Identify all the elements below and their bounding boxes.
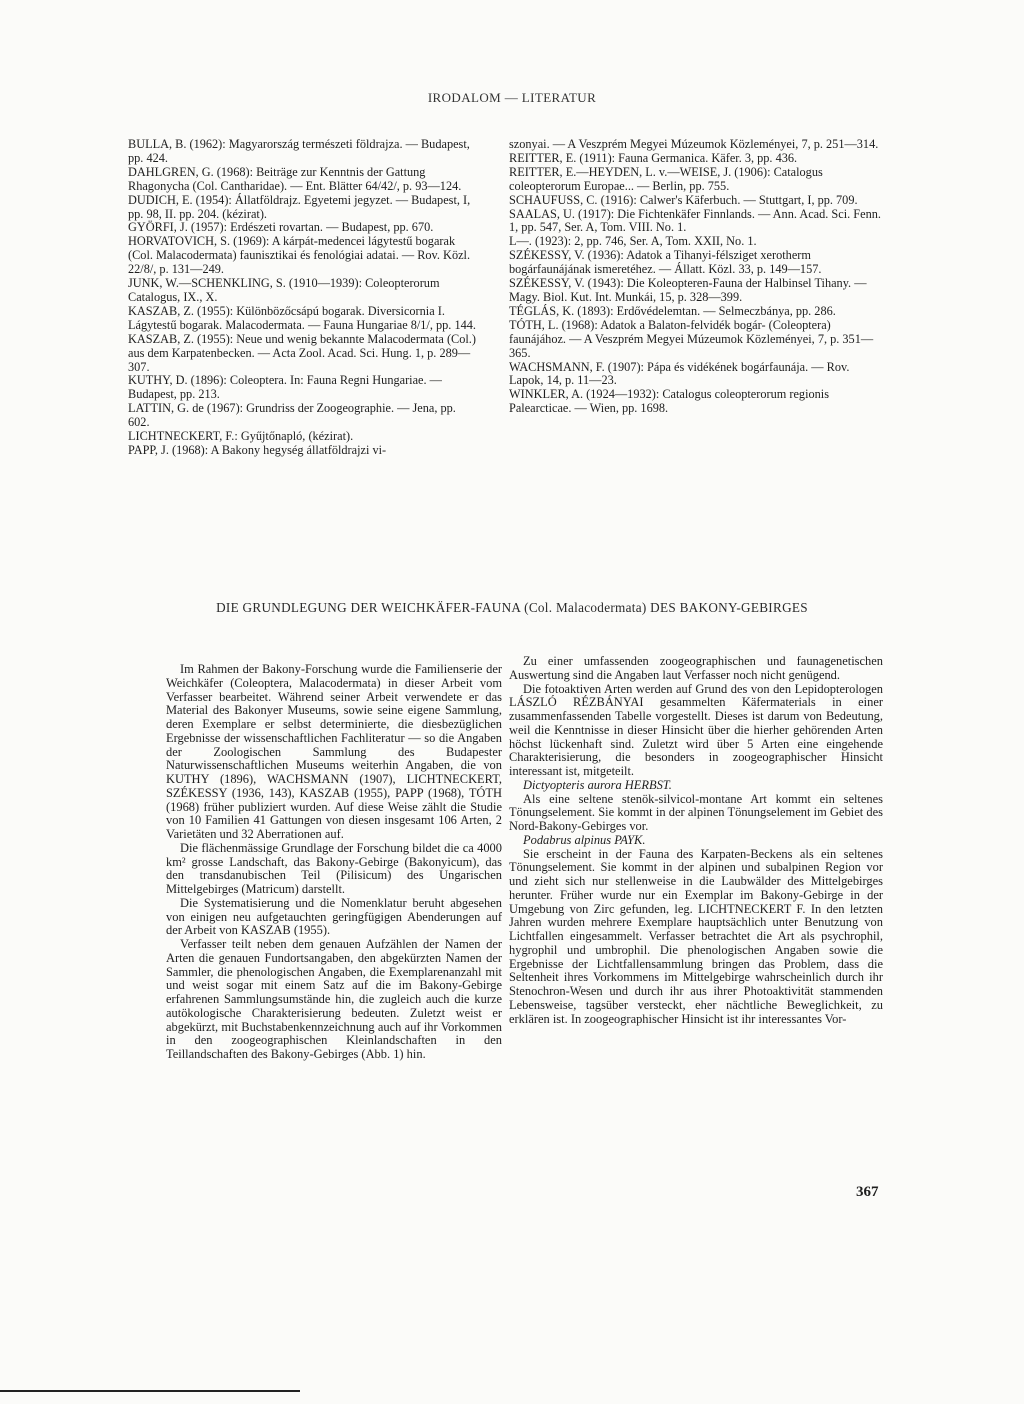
body-paragraph: Als eine seltene stenök-silvicol-montane Art kommt ein seltenes Tönungselement. Sie kommt in der alpinen Tönungselement im Gebiet des Nord-Bakony-Gebirges vor. bbox=[509, 791, 883, 833]
reference-entry: SZÉKESSY, V. (1943): Die Koleopteren-Fauna der Halbinsel Tihany. — Magy. Biol. Kut. Int. Munkái, 15, p. 328—399. bbox=[509, 276, 867, 304]
reference-entry: BULLA, B. (1962): Magyarország természeti földrajza. — Budapest, pp. 424. bbox=[128, 137, 470, 165]
reference-entry: TÉGLÁS, K. (1893): Erdővédelemtan. — Selmeczbánya, pp. 286. bbox=[509, 303, 836, 318]
reference-entry: DAHLGREN, G. (1968): Beiträge zur Kenntnis der Gattung Rhagonycha (Col. Cantharidae). — Ent. Blätter 64/42/, p. 93—124. bbox=[128, 164, 462, 193]
reference-entry: KUTHY, D. (1896): Coleoptera. In: Fauna Regni Hungariae. — Budapest, pp. 213. bbox=[128, 373, 442, 402]
page-number: 367 bbox=[856, 1184, 879, 1200]
reference-entry: SZÉKESSY, V. (1936): Adatok a Tihanyi-félsziget xerotherm bogárfaunájának ismeretéhez. — Állatt. Közl. 33, p. 149—157. bbox=[509, 248, 822, 277]
reference-entry: DUDICH, E. (1954): Állatföldrajz. Egyetemi jegyzet. — Budapest, I, pp. 98, II. pp. 204. (kézirat). bbox=[128, 192, 471, 221]
reference-entry: szonyai. — A Veszprém Megyei Múzeumok Közleményei, 7, p. 251—314. bbox=[509, 137, 879, 151]
references-left-column bbox=[128, 138, 478, 458]
body-paragraph: Zu einer umfassenden zoogeographischen und faunagenetischen Auswertung sind die Angaben laut Verfasser noch nicht genügend. bbox=[509, 654, 883, 682]
reference-entry: PAPP, J. (1968): A Bakony hegység állatföldrajzi vi- bbox=[128, 442, 387, 457]
body-right-column bbox=[509, 655, 883, 1026]
reference-entry: LATTIN, G. de (1967): Grundriss der Zoogeographie. — Jena, pp. 602. bbox=[128, 401, 456, 430]
body-paragraph: Im Rahmen der Bakony-Forschung wurde die Familienserie der Weichkäfer (Coleoptera, Malacodermata) in dieser Arbeit vom Verfasser bearbeitet. Während seiner Arbeit verwendete er das Material des Bakonyer Museums, sowie seine eigene Sammlung, deren Exemplare er selbst determinierte, die diesbezüglichen Ergebnisse der wissenschaftlichen Fachliteratur — so die Angaben der Zoologischen Sammlung des Budapester Naturwissenschaftlichen Museums weiterhin Angaben, die von KUTHY (1896), WACHSMANN (1907), LICHTNECKERT, SZÉKESSY (1936, 143), KASZAB (1955), PAPP (1968), TÓTH (1968) früher publiziert wurden. Auf diese Weise zählt die Studie von 10 Familien 41 Gattungen von diesen insgesamt 106 Arten, 2 Varietäten und 32 Aberrationen auf. bbox=[166, 662, 502, 841]
bottom-scan-line bbox=[0, 1390, 300, 1392]
reference-entry: KASZAB, Z. (1955): Neue und wenig bekannte Malacodermata (Col.) aus dem Karpatenbecken. — Acta Zool. Acad. Sci. Hung. 1, p. 289—307. bbox=[128, 331, 476, 374]
reference-entry: GYÖRFI, J. (1957): Erdészeti rovartan. — Budapest, pp. 670. bbox=[128, 220, 434, 235]
body-paragraph: Die fotoaktiven Arten werden auf Grund des von den Lepidopterologen LÁSZLÓ RÉZBÁNYAI gesammelten Käfermaterials in einer zusammenfassenden Tabelle vorgestellt. Dieses ist darum von Bedeutung, weil die Kenntnisse in dieser Hinsicht über die hierher gehörenden Arten höchst lückenhaft sind. Zuletzt wird über 5 Arten eine eingehende Charakterisierung, die besonders in zoogeographischer Hinsicht interessant ist, mitgeteilt. bbox=[509, 681, 883, 778]
reference-entry: HORVATOVICH, S. (1969): A kárpát-medencei lágytestű bogarak (Col. Malacodermata) faunisztikai és fenológiai adatai. — Rov. Közl. 22/8/, p. 131—249. bbox=[128, 234, 471, 277]
reference-entry: JUNK, W.—SCHENKLING, S. (1910—1939): Coleopterorum Catalogus, IX., X. bbox=[128, 276, 440, 304]
references-right-column bbox=[509, 138, 883, 416]
section-title: DIE GRUNDLEGUNG DER WEICHKÄFER-FAUNA (Col. Malacodermata) DES BAKONY-GEBIRGES bbox=[216, 600, 808, 615]
reference-entry: REITTER, E.—HEYDEN, L. v.—WEISE, J. (1906): Catalogus coleopterorum Europae... — Berlin, pp. 755. bbox=[509, 164, 823, 193]
reference-entry: TÓTH, L. (1968): Adatok a Balaton-felvidék bogár- (Coleoptera) faunájához. — A Veszprém Megyei Múzeumok Közleményei, 7, p. 351—365. bbox=[509, 317, 874, 360]
reference-entry: SAALAS, U. (1917): Die Fichtenkäfer Finnlands. — Ann. Acad. Sci. Fenn. 1, pp. 547, Ser. A, Tom. VIII. No. 1. bbox=[509, 206, 881, 235]
reference-entry: REITTER, E. (1911): Fauna Germanica. Käfer. 3, pp. 436. bbox=[509, 150, 798, 165]
reference-entry: LICHTNECKERT, F.: Gyűjtőnapló, (kézirat). bbox=[128, 429, 354, 444]
species-heading: Dictyopteris aurora HERBST. bbox=[523, 777, 672, 792]
reference-entry: WACHSMANN, F. (1907): Pápa és vidékének bogárfaunája. — Rov. Lapok, 14, p. 11—23. bbox=[509, 359, 850, 388]
running-head: IRODALOM — LITERATUR bbox=[427, 90, 597, 105]
body-left-column bbox=[166, 663, 502, 1062]
species-heading: Podabrus alpinus PAYK. bbox=[523, 832, 646, 847]
body-paragraph: Die flächenmässige Grundlage der Forschung bildet die ca 4000 km² grosse Landschaft, das Bakony-Gebirge (Bakonyicum), das den transdanubischen Teil (Pilisicum) des Ungarischen Mittelgebirges (Matricum) darstellt. bbox=[166, 840, 502, 896]
body-paragraph: Die Systematisierung und die Nomenklatur beruht abgesehen von einigen neu aufgetauchten geringfügigen Abenderungen auf der Arbeit von KASZAB (1955). bbox=[166, 895, 502, 938]
body-paragraph: Sie erscheint in der Fauna des Karpaten-Beckens als ein seltenes Tönungselement. Sie kommt in der alpinen und subalpinen Region vor und zieht sich nur stellenweise in die Laubwälder des Mittelgebirges herunter. Früher wurde nur ein Exemplar im Bakony-Gebirge in der Umgebung von Zirc gefunden, leg. LICHTNECKERT F. In den letzten Jahren wurden mehrere Exemplare hauptsächlich unter Benutzung von Lichtfallen eingesammelt. Verfasser betrachtet die Art als psychrophil, hygrophil und umbrophil. Die phenologischen Angaben sowie die Ergebnisse der Lichtfallensammlung bringen das Problem, dass die Seltenheit ihres Vorkommens im Mittelgebirge wahrscheinlich durch ihr Stenochron-Wesen und durch ihr aus ihrer Photoaktivität stammenden Lebensweise, tagsüber versteckt, eher nächtliche Beweglichkeit, zu erklären ist. In zoogeographischer Hinsicht ist ihr interessantes Vor- bbox=[509, 846, 883, 1026]
reference-entry: WINKLER, A. (1924—1932): Catalogus coleopterorum regionis Palearcticae. — Wien, pp. 1698. bbox=[509, 387, 830, 416]
reference-entry: SCHAUFUSS, C. (1916): Calwer's Käferbuch. — Stuttgart, I, pp. 709. bbox=[509, 192, 858, 207]
reference-entry: L—. (1923): 2, pp. 746, Ser. A, Tom. XXII, No. 1. bbox=[509, 234, 757, 249]
body-paragraph: Verfasser teilt neben dem genauen Aufzählen der Namen der Arten die genauen Fundortsangaben, den abgekürzten Namen der Sammler, die phenologischen Angaben, die Exemplarenanzahl mit und weist sogar mit einem Satz auf die im Bakony-Gebirge erfahrenen Sammlungsumstände hin, die zugleich auch die kurze autökologische Charakterisierung bedeuten. Zuletzt weist er abgekürzt, mit Buchstabenkennzeichnung auch auf ihr Vorkommen in den zoogeographischen Kleinlandschaften in den Teillandschaften des Bakony-Gebirges (Abb. 1) hin. bbox=[166, 937, 502, 1061]
reference-entry: KASZAB, Z. (1955): Különbözőcsápú bogarak. Diversicornia I. Lágytestű bogarak. Malacodermata. — Fauna Hungariae 8/1/, pp. 144. bbox=[128, 303, 476, 332]
